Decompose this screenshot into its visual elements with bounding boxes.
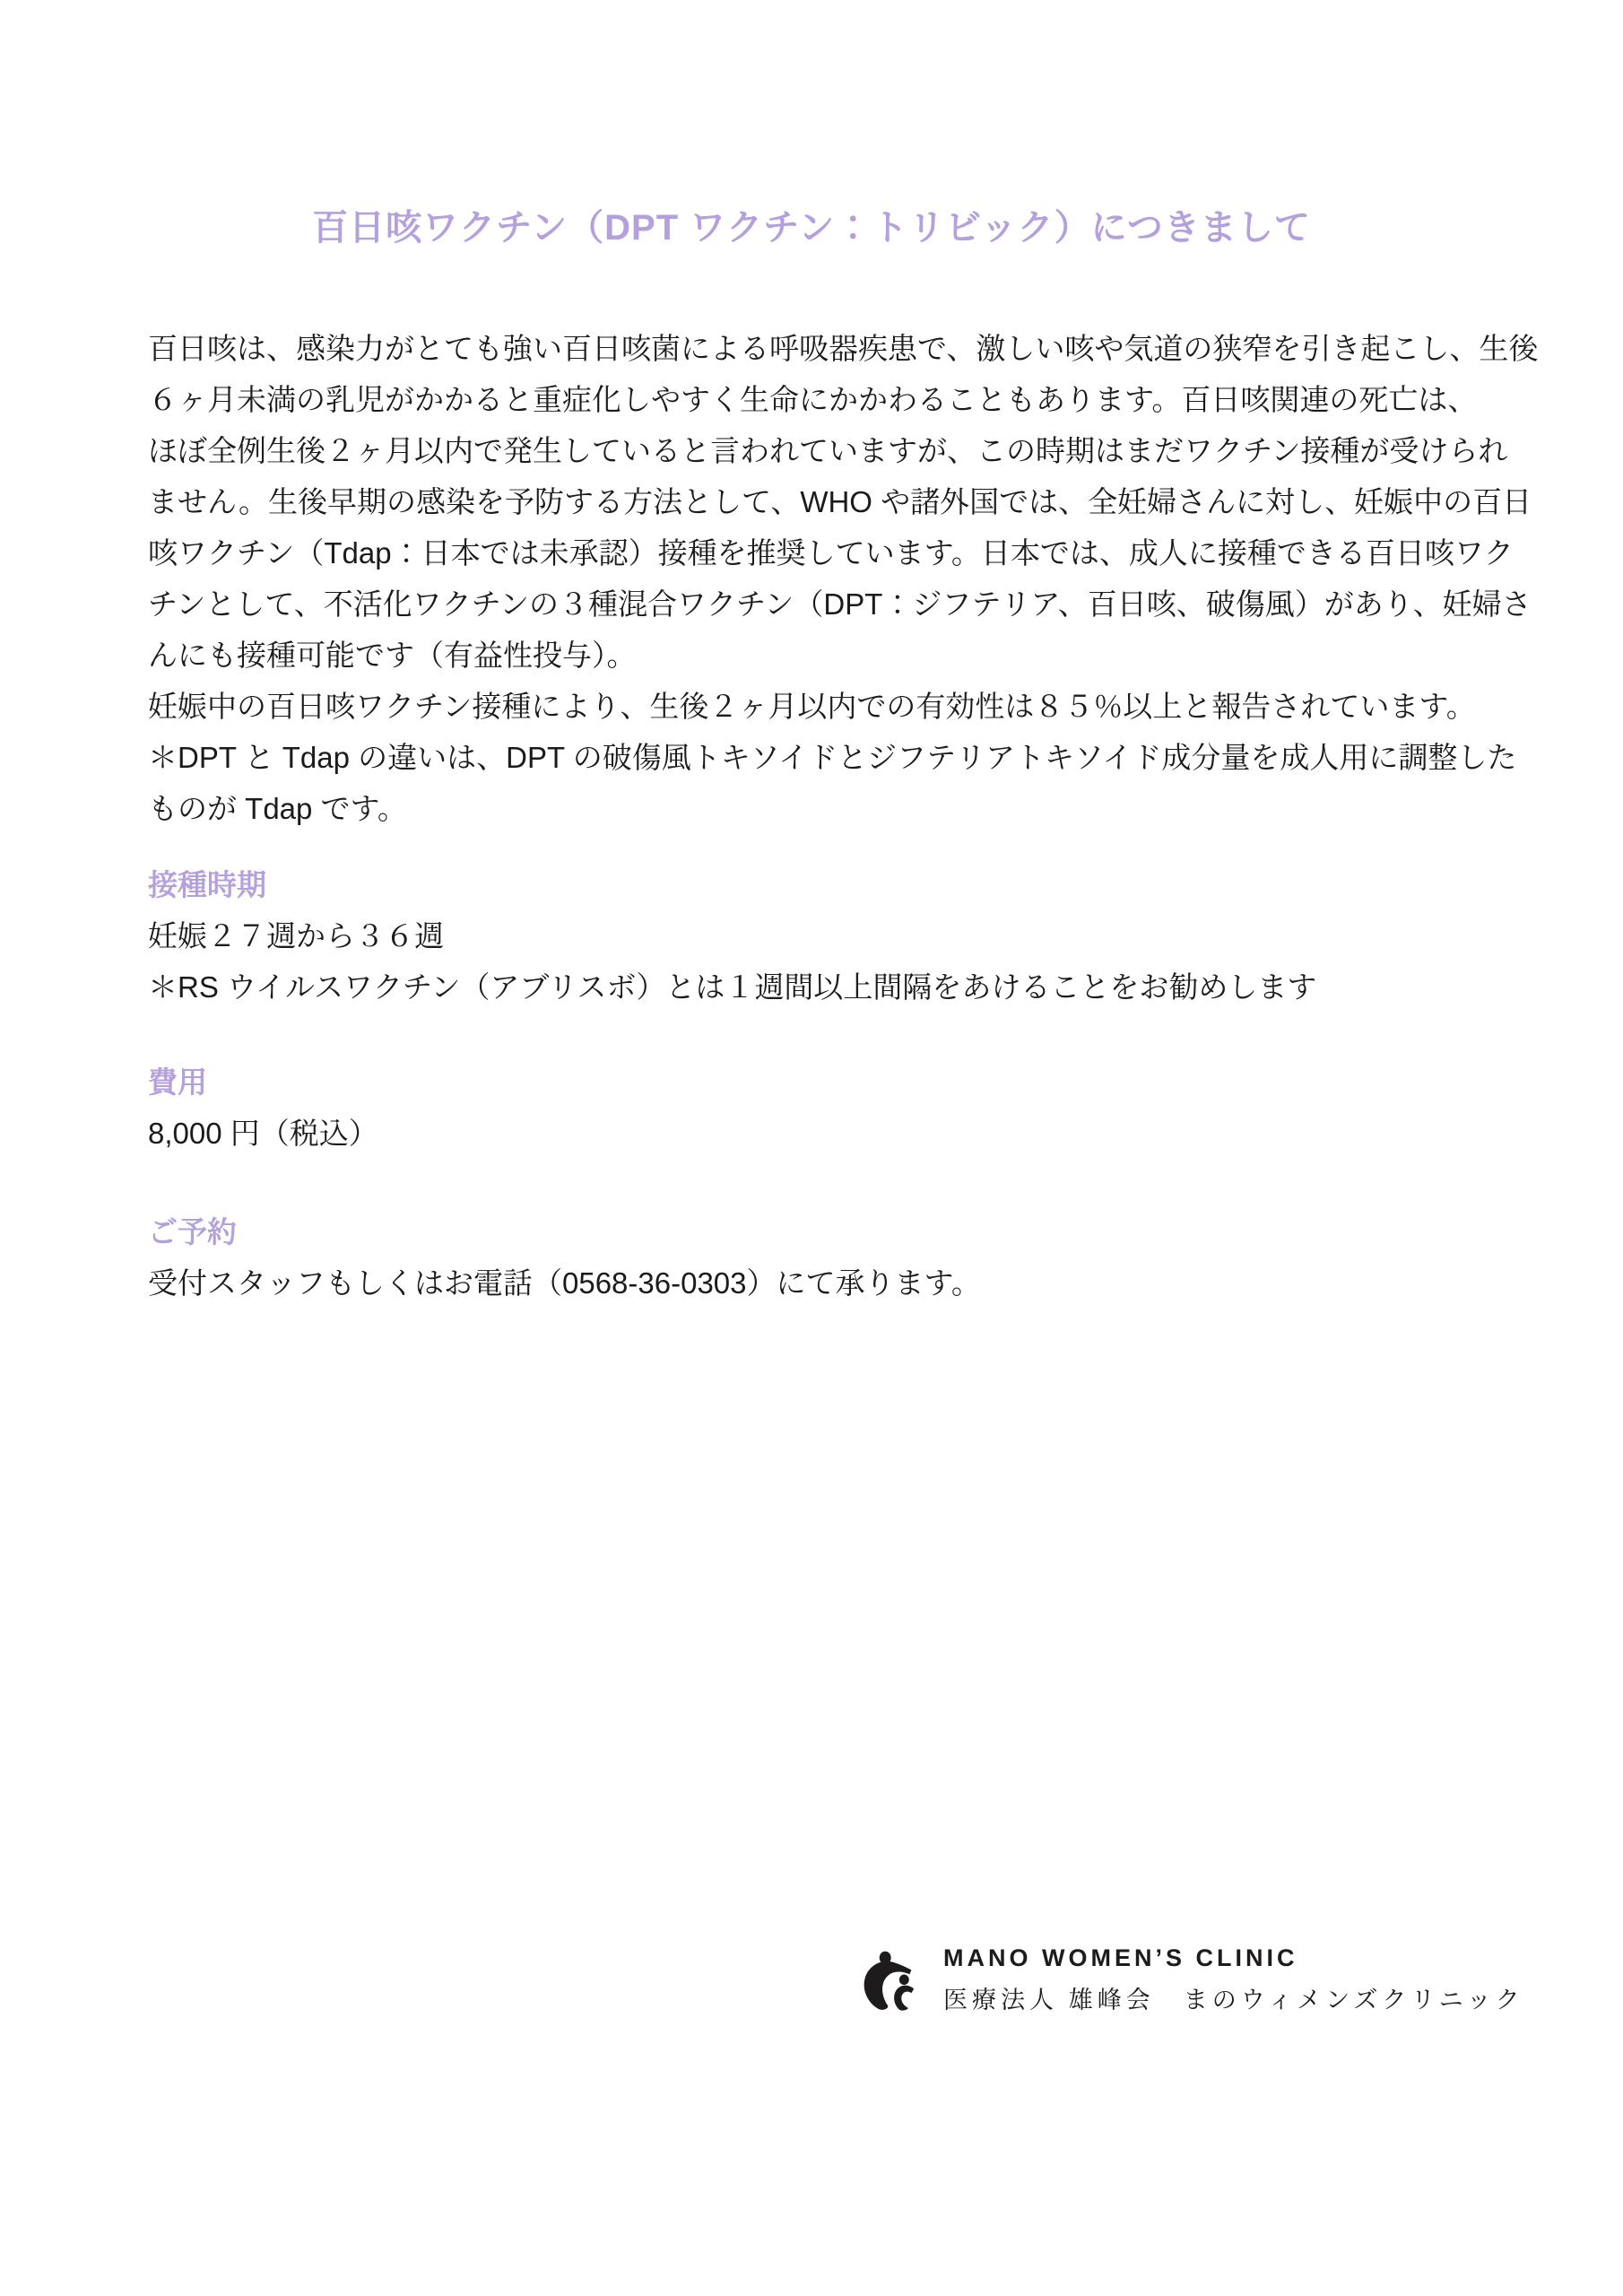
clinic-logo-text	[943, 1944, 1524, 2015]
section-reservation	[148, 1206, 1502, 1309]
section-heading-fee: 費用	[148, 1065, 207, 1099]
section-fee	[148, 1057, 1502, 1159]
intro-line: ＊DPT と Tdap の違いは、DPT の破傷風トキソイドとジフテリアトキソイド成分量を成人用に調整した	[148, 741, 1517, 774]
clinic-name-ja: 医療法人 雄峰会 まのウィメンズクリニック	[943, 1987, 1524, 2013]
intro-line: 百日咳は、感染力がとても強い百日咳菌による呼吸器疾患で、激しい咳や気道の狭窄を引き起こし、生後	[148, 332, 1539, 365]
intro-line: ６ヶ月未満の乳児がかかると重症化しやすく生命にかかわることもあります。百日咳関連の死亡は、	[148, 383, 1478, 416]
section-heading-reservation: ご予約	[148, 1215, 237, 1248]
intro-line: ほぼ全例生後２ヶ月以内で発生していると言われていますが、この時期はまだワクチン接種が受けられ	[148, 434, 1508, 467]
intro-line: ません。生後早期の感染を予防する方法として、WHO や諸外国では、全妊婦さんに対し、妊娠中の百日	[148, 485, 1532, 518]
clinic-logo	[861, 1944, 1524, 2015]
intro-line: チンとして、不活化ワクチンの３種混合ワクチン（DPT：ジフテリア、百日咳、破傷風）があり、妊婦さ	[148, 587, 1532, 621]
intro-line: んにも接種可能です（有益性投与）。	[148, 639, 637, 672]
intro-paragraph	[148, 323, 1539, 834]
reservation-line: 受付スタッフもしくはお電話（0568-36-0303）にて承ります。	[148, 1266, 981, 1300]
section-heading-timing: 接種時期	[148, 868, 266, 901]
intro-line: 妊娠中の百日咳ワクチン接種により、生後２ヶ月以内での有効性は８５％以上と報告されています。	[148, 690, 1476, 723]
intro-line: ものが Tdap です。	[148, 792, 407, 825]
clinic-name-en: MANO WOMEN’S CLINIC	[943, 1944, 1298, 1971]
section-vaccination-timing	[148, 859, 1502, 1013]
intro-line: 咳ワクチン（Tdap：日本では未承認）接種を推奨しています。日本では、成人に接種できる百日咳ワク	[148, 536, 1514, 570]
timing-note-line: ＊RS ウイルスワクチン（アブリスボ）とは１週間以上間隔をあけることをお勧めします	[148, 970, 1317, 1004]
page-title: 百日咳ワクチン（DPT ワクチン：トリビック）につきまして	[312, 208, 1311, 248]
timing-line: 妊娠２７週から３６週	[148, 919, 444, 952]
fee-line: 8,000 円（税込）	[148, 1117, 378, 1150]
parent-child-logo-icon	[861, 1948, 922, 2013]
